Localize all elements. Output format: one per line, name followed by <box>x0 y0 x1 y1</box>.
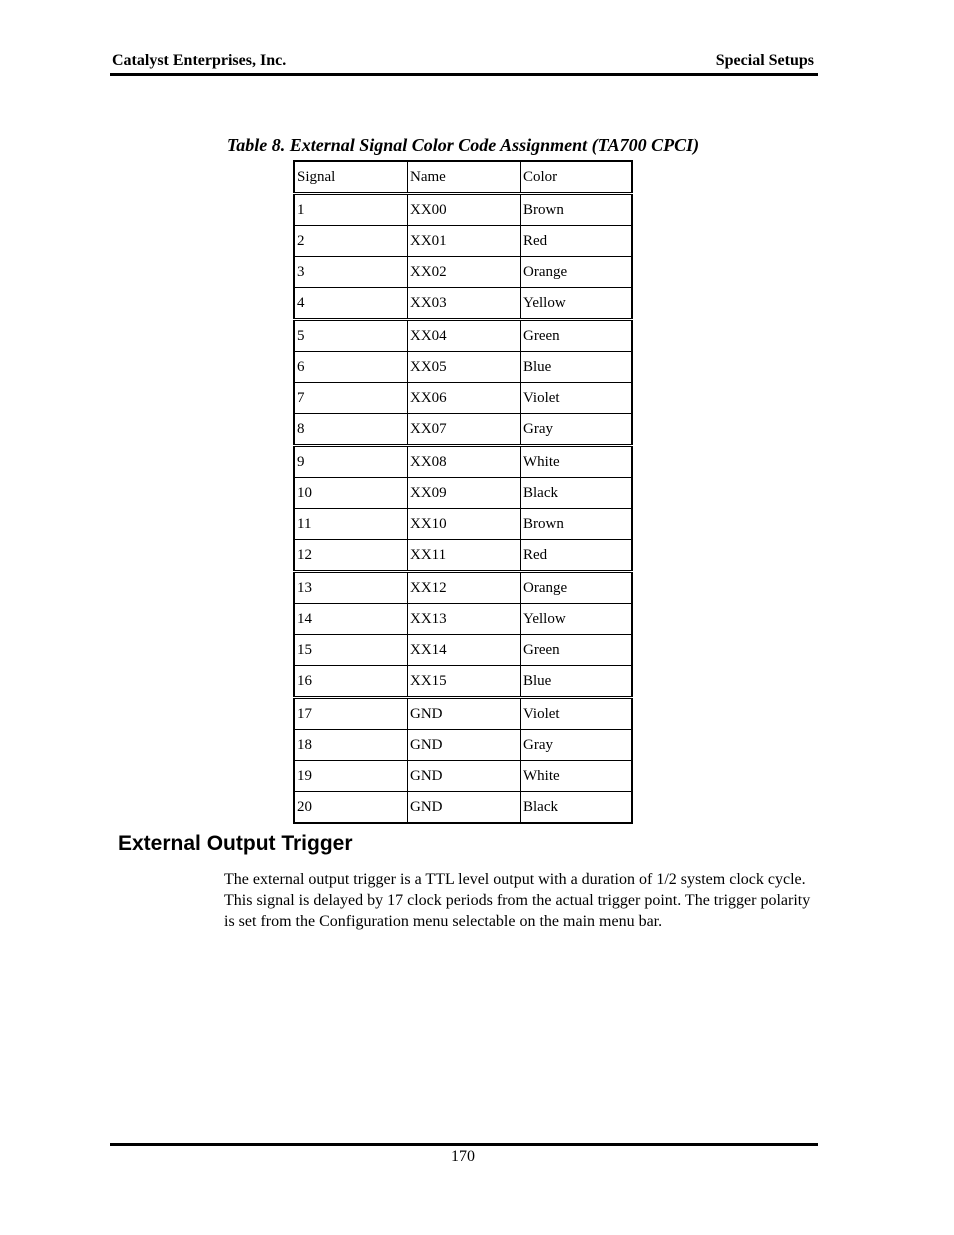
name-cell: XX03 <box>408 288 521 320</box>
signal-cell: 7 <box>294 383 408 414</box>
table-row <box>294 761 632 792</box>
signal-color-table <box>293 160 633 824</box>
table-row <box>294 635 632 666</box>
table-row <box>294 257 632 288</box>
color-cell: White <box>521 446 633 478</box>
table-row <box>294 446 632 478</box>
name-cell: XX14 <box>408 635 521 666</box>
signal-cell: 14 <box>294 604 408 635</box>
signal-cell: 16 <box>294 666 408 698</box>
signal-cell: 9 <box>294 446 408 478</box>
signal-cell: 18 <box>294 730 408 761</box>
color-cell: Blue <box>521 352 633 383</box>
column-header-name: Name <box>408 161 521 194</box>
name-cell: XX08 <box>408 446 521 478</box>
table-header-row <box>294 161 632 194</box>
color-cell: Orange <box>521 257 633 288</box>
name-cell: XX01 <box>408 226 521 257</box>
name-cell: XX05 <box>408 352 521 383</box>
name-cell: XX07 <box>408 414 521 446</box>
name-cell: XX02 <box>408 257 521 288</box>
table-row <box>294 698 632 730</box>
color-cell: Violet <box>521 698 633 730</box>
name-cell: GND <box>408 730 521 761</box>
signal-cell: 6 <box>294 352 408 383</box>
name-cell: XX09 <box>408 478 521 509</box>
table-row <box>294 730 632 761</box>
name-cell: XX11 <box>408 540 521 572</box>
signal-cell: 20 <box>294 792 408 824</box>
name-cell: XX13 <box>408 604 521 635</box>
color-cell: Brown <box>521 509 633 540</box>
color-cell: Black <box>521 478 633 509</box>
name-cell: XX00 <box>408 194 521 226</box>
color-cell: Blue <box>521 666 633 698</box>
signal-cell: 1 <box>294 194 408 226</box>
table-row <box>294 478 632 509</box>
color-cell: Brown <box>521 194 633 226</box>
company-name: Catalyst Enterprises, Inc. <box>112 52 287 69</box>
color-cell: Red <box>521 540 633 572</box>
color-cell: Green <box>521 320 633 352</box>
chapter-title: Special Setups <box>715 52 814 69</box>
signal-cell: 19 <box>294 761 408 792</box>
name-cell: XX06 <box>408 383 521 414</box>
table-row <box>294 288 632 320</box>
signal-cell: 3 <box>294 257 408 288</box>
color-cell: Red <box>521 226 633 257</box>
signal-cell: 13 <box>294 572 408 604</box>
table-row <box>294 792 632 824</box>
table-row <box>294 414 632 446</box>
column-header-color: Color <box>521 161 633 194</box>
signal-cell: 17 <box>294 698 408 730</box>
signal-cell: 11 <box>294 509 408 540</box>
name-cell: GND <box>408 792 521 824</box>
signal-cell: 4 <box>294 288 408 320</box>
name-cell: XX12 <box>408 572 521 604</box>
color-cell: Gray <box>521 414 633 446</box>
footer-rule <box>110 1143 818 1146</box>
table-row <box>294 383 632 414</box>
table-row <box>294 352 632 383</box>
color-cell: Violet <box>521 383 633 414</box>
color-cell: Yellow <box>521 288 633 320</box>
table-row <box>294 226 632 257</box>
color-cell: Green <box>521 635 633 666</box>
table-row <box>294 666 632 698</box>
table-row <box>294 320 632 352</box>
signal-cell: 2 <box>294 226 408 257</box>
section-paragraph: The external output trigger is a TTL level output with a duration of 1/2 system clock cycle. This signal is delayed by 17 clock periods from the actual trigger point. The trigger polarity is set from the Configuration menu selectable on the main menu bar. <box>224 871 811 930</box>
table-row <box>294 194 632 226</box>
name-cell: GND <box>408 698 521 730</box>
table-body <box>294 194 632 824</box>
signal-cell: 5 <box>294 320 408 352</box>
color-cell: Yellow <box>521 604 633 635</box>
color-cell: Black <box>521 792 633 824</box>
table-row <box>294 572 632 604</box>
color-cell: White <box>521 761 633 792</box>
signal-cell: 15 <box>294 635 408 666</box>
table-row <box>294 604 632 635</box>
table-caption: Table 8. External Signal Color Code Assignment (TA700 CPCI) <box>226 135 700 155</box>
name-cell: XX10 <box>408 509 521 540</box>
page-number: 170 <box>451 1148 475 1165</box>
color-cell: Gray <box>521 730 633 761</box>
name-cell: GND <box>408 761 521 792</box>
section-heading: External Output Trigger <box>118 832 353 855</box>
color-cell: Orange <box>521 572 633 604</box>
header-rule <box>110 73 818 76</box>
table-row <box>294 540 632 572</box>
table-row <box>294 509 632 540</box>
signal-cell: 8 <box>294 414 408 446</box>
name-cell: XX04 <box>408 320 521 352</box>
signal-cell: 10 <box>294 478 408 509</box>
name-cell: XX15 <box>408 666 521 698</box>
signal-cell: 12 <box>294 540 408 572</box>
column-header-signal: Signal <box>294 161 408 194</box>
